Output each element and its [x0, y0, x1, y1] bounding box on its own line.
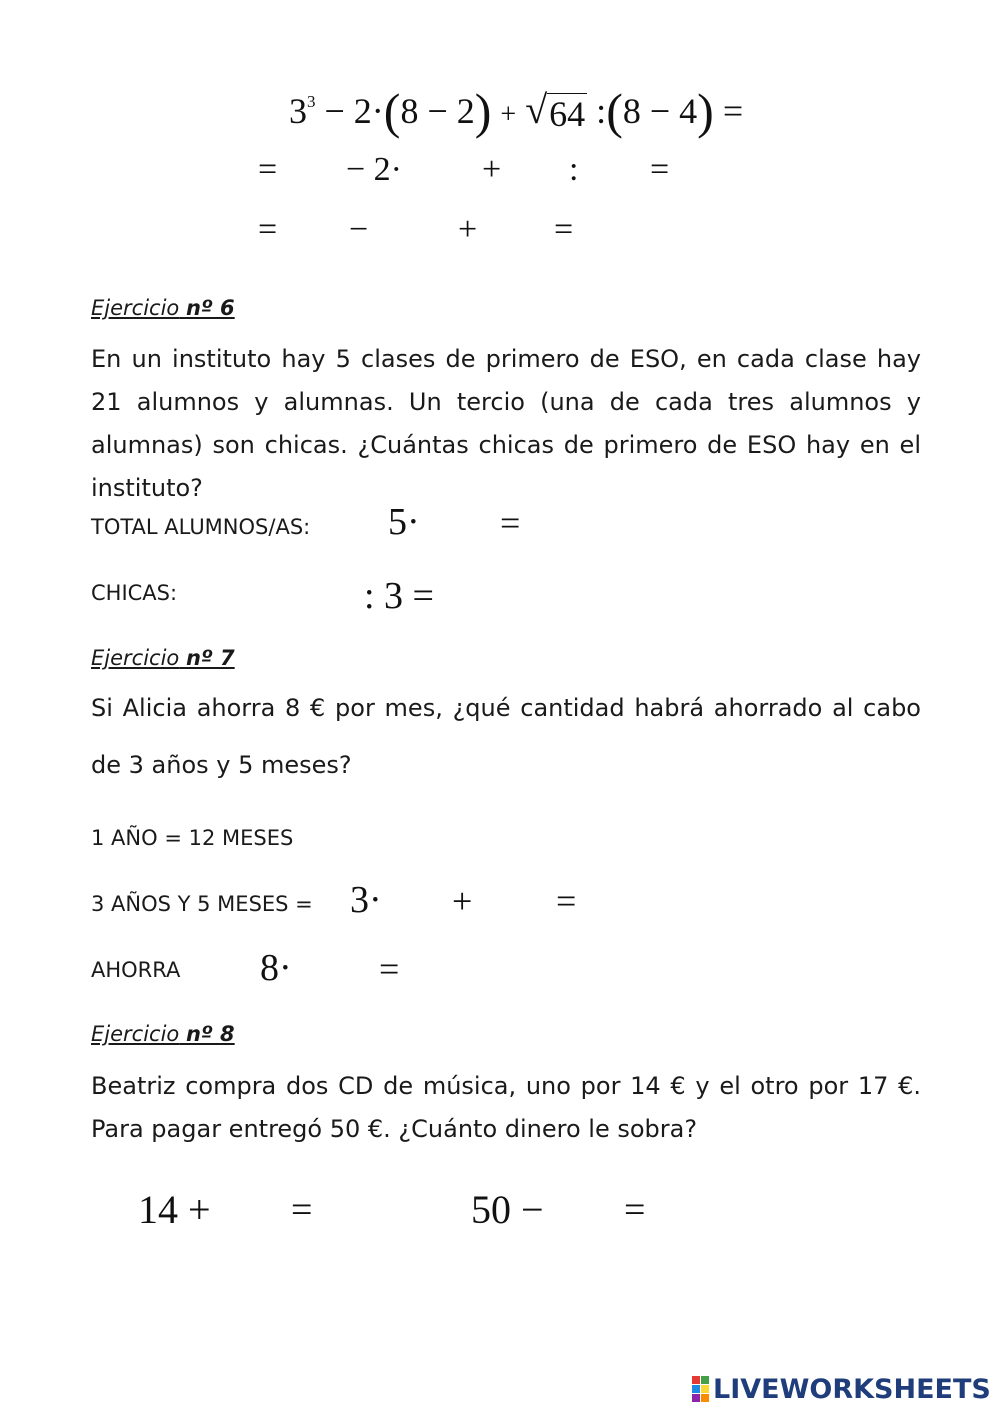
step1-minus-two: − 2·: [346, 151, 402, 188]
expr-paren2: 8 − 4: [622, 91, 698, 131]
expr-plus: +: [500, 99, 517, 130]
chicas-label: CHICAS:: [91, 581, 178, 605]
step2-final-equals: =: [554, 211, 574, 248]
open-paren: (: [383, 82, 401, 139]
logo-square: [692, 1376, 700, 1384]
heading-number: nº 8: [185, 1022, 235, 1046]
ahorra-equals: =: [379, 949, 400, 989]
heading-prefix: Ejercicio: [91, 296, 180, 320]
difference-expression: 50 −: [471, 1187, 544, 1232]
heading-number: nº 6: [185, 296, 235, 320]
close-paren-2: ): [697, 82, 714, 139]
radical-sign-icon: √: [525, 87, 548, 132]
logo-square: [692, 1385, 700, 1393]
exercise-8-text: Beatriz compra dos CD de música, uno por 14 € y el otro por 17 €. Para pagar entregó 50 €. ¿Cuánto dinero le sobra?: [91, 1072, 921, 1143]
sum-expression: 14 +: [138, 1187, 211, 1232]
square-root: [525, 86, 587, 134]
exercise-7-text-line-2: de 3 años y 5 meses?: [91, 751, 352, 779]
expr-minus-two-dot: − 2·: [324, 91, 384, 131]
open-paren-2: (: [606, 82, 623, 139]
step2-plus: +: [458, 211, 478, 248]
months-expression: 3·: [350, 879, 382, 921]
expr-base: 3: [289, 91, 307, 131]
expr-colon: :: [596, 91, 607, 131]
logo-square: [701, 1376, 709, 1384]
chicas-expression: : 3 =: [364, 575, 434, 617]
ahorra-expression: 8·: [260, 947, 292, 989]
step1-plus: +: [482, 151, 502, 188]
ahorra-label: AHORRA: [91, 958, 181, 982]
total-equals: =: [500, 503, 521, 543]
step2-equals: =: [258, 211, 278, 248]
root-radicand: 64: [549, 94, 586, 134]
total-students-label: TOTAL ALUMNOS/AS:: [91, 515, 311, 539]
months-plus: +: [452, 881, 473, 921]
logo-mark-icon: [692, 1376, 709, 1402]
total-expression: 5·: [388, 501, 420, 543]
heading-prefix: Ejercicio: [91, 646, 180, 670]
sum-equals: =: [291, 1189, 313, 1231]
logo-text: LIVEWORKSHEETS: [713, 1373, 991, 1405]
exercise-7-heading: [91, 646, 235, 670]
step1-equals: =: [258, 151, 278, 188]
heading-prefix: Ejercicio: [91, 1022, 180, 1046]
top-expression: [289, 78, 743, 139]
months-label: 3 AÑOS Y 5 MESES =: [91, 892, 313, 916]
expr-paren1: 8 − 2: [400, 91, 475, 131]
expr-equals: =: [722, 91, 744, 131]
step1-final-equals: =: [650, 151, 670, 188]
expr-exponent: 3: [307, 92, 316, 111]
exercise-6-heading: [91, 296, 235, 320]
months-equals: =: [556, 881, 577, 921]
close-paren: ): [474, 82, 492, 139]
exercise-8-heading: [91, 1022, 235, 1046]
difference-equals: =: [624, 1189, 646, 1231]
step1-colon: :: [569, 151, 579, 188]
exercise-7-text-line-1: Si Alicia ahorra 8 € por mes, ¿qué cantidad habrá ahorrado al cabo: [91, 694, 921, 722]
year-months-label: 1 AÑO = 12 MESES: [91, 826, 294, 850]
logo-square: [692, 1394, 700, 1402]
heading-number: nº 7: [185, 646, 235, 670]
logo-square: [701, 1385, 709, 1393]
step2-minus: −: [349, 211, 369, 248]
logo-square: [701, 1394, 709, 1402]
liveworksheets-logo: [692, 1373, 991, 1405]
exercise-6-text: En un instituto hay 5 clases de primero de ESO, en cada clase hay 21 alumnos y alumnas. Un tercio (una de cada tres alumnos y alumnas) son chicas. ¿Cuántas chicas de primero de ESO hay en el instituto?: [91, 345, 921, 502]
